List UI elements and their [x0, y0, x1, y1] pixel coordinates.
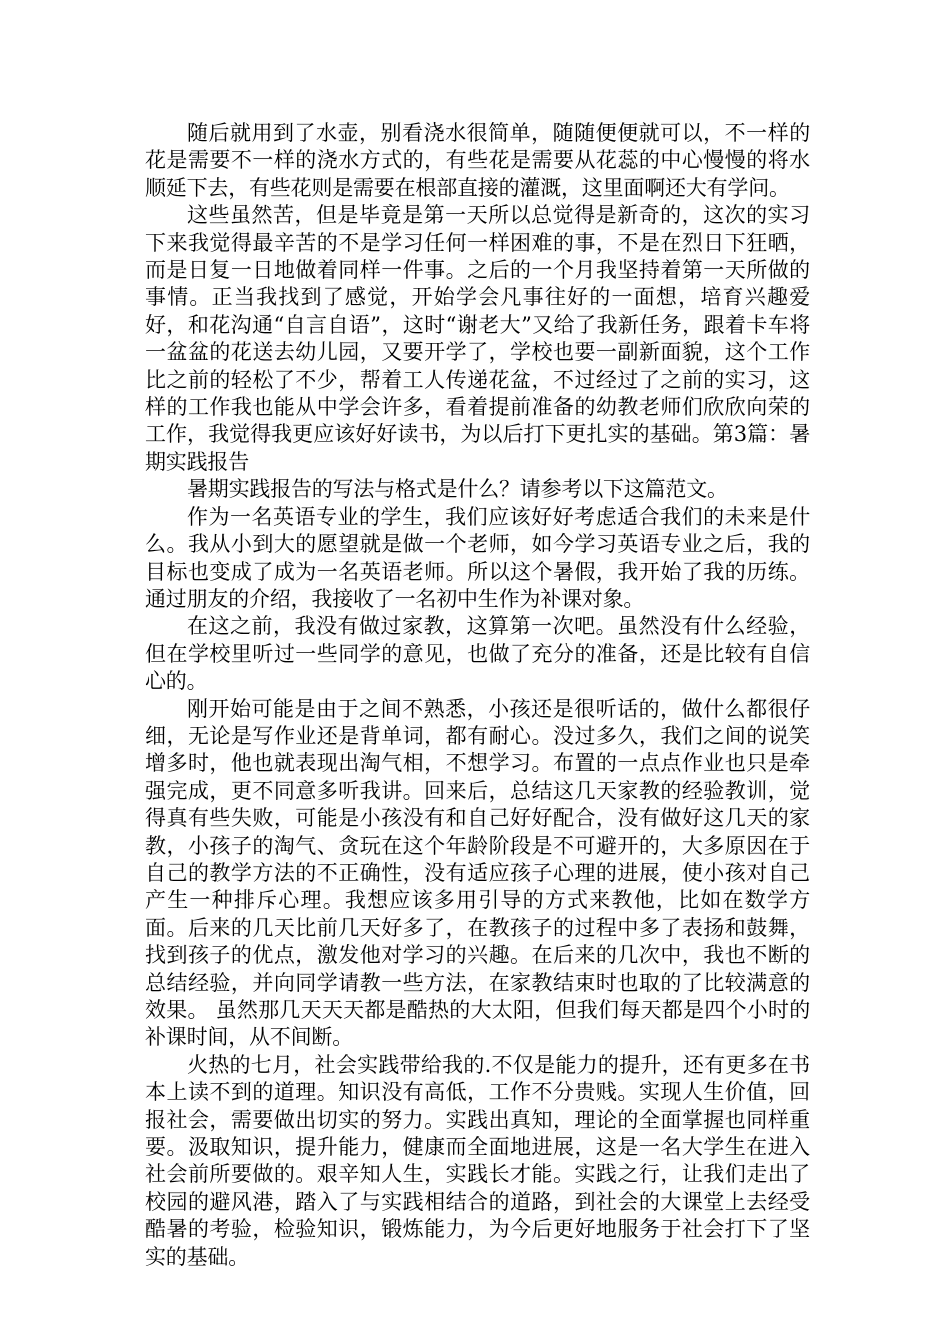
paragraph-watering: 随后就用到了水壶，别看浇水很简单，随随便便就可以，不一样的花是需要不一样的浇水方式的，有些花是需要从花蕊的中心慢慢的将水顺延下去，有些花则是需要在根部直接的灌溉，这里面啊还大有学问。: [145, 121, 810, 200]
paragraph-conclusion: 火热的七月，社会实践带给我的.不仅是能力的提升，还有更多在书本上读不到的道理。知识没有高低，工作不分贵贱。实现人生价值，回报社会，需要做出切实的努力。实践出真知，理论的全面掌握也同样重要。汲取知识，提升能力，健康而全面地进展，这是一名大学生在进入社会前所要做的。艰辛知人生，实践长才能。实践之行，让我们走出了校园的避风港，踏入了与实践相结合的道路，到社会的大课堂上去经受酷暑的考验，检验知识，锻炼能力，为今后更好地服务于社会打下了坚实的基础。: [145, 1052, 810, 1269]
paragraph-tutoring-experience: 刚开始可能是由于之间不熟悉，小孩还是很听话的，做什么都很仔细，无论是写作业还是背单词，都有耐心。没过多久，我们之间的说笑增多时，他也就表现出淘气相，不想学习。布置的一点点作业也只是牵强完成，更不同意多听我讲。回来后，总结这几天家教的经验教训，觉得真有些失败，可能是小孩没有和自己好好配合，没有做好这几天的家教，小孩子的淘气、贪玩在这个年龄阶段是不可避开的，大多原因在于自己的教学方法的不正确性，没有适应孩子心理的进展，使小孩对自己产生一种排斥心理。我想应该多用引导的方式来教他，比如在数学方面。后来的几天比前几天好多了，在教孩子的过程中多了表扬和鼓舞，找到孩子的优点，激发他对学习的兴趣。在后来的几次中，我也不断的总结经验，并向同学请教一些方法，在家教结束时也取的了比较满意的效果。 虽然那几天天天都是酷热的大太阳，但我们每天都是四个小时的补课时间，从不间断。: [145, 696, 810, 1050]
paragraph-first-tutoring: 在这之前，我没有做过家教，这算第一次吧。虽然没有什么经验，但在学校里听过一些同学的意见，也做了充分的准备，还是比较有自信心的。: [145, 614, 810, 694]
paragraph-report-intro: 暑期实践报告的写法与格式是什么？请参考以下这篇范文。: [187, 477, 728, 502]
paragraph-english-major: 作为一名英语专业的学生，我们应该好好考虑适合我们的未来是什么。我从小到大的愿望就是做一个老师，如今学习英语专业之后，我的目标也变成了成为一名英语老师。所以这个暑假，我开始了我的历练。通过朋友的介绍，我接收了一名初中生作为补课对象。: [145, 504, 810, 611]
document-body: [145, 120, 810, 1271]
paragraph-internship-reflection: 这些虽然苦，但是毕竟是第一天所以总觉得是新奇的，这次的实习下来我觉得最辛苦的不是学习任何一样困难的事，不是在烈日下狂晒，而是日复一日地做着同样一件事。之后的一个月我坚持着第一天所做的事情。正当我找到了感觉，开始学会凡事往好的一面想，培育兴趣爱好，和花沟通“自言自语”，这时“谢老大”又给了我新任务，跟着卡车将一盆盆的花送去幼儿园，又要开学了，学校也要一副新面貌，这个工作比之前的轻松了不少，帮着工人传递花盆，不过经过了之前的实习，这样的工作我也能从中学会许多，看着提前准备的幼教老师们欣欣向荣的工作，我觉得我更应该好好读书，为以后打下更扎实的基础。第3篇：暑期实践报告: [145, 203, 810, 474]
